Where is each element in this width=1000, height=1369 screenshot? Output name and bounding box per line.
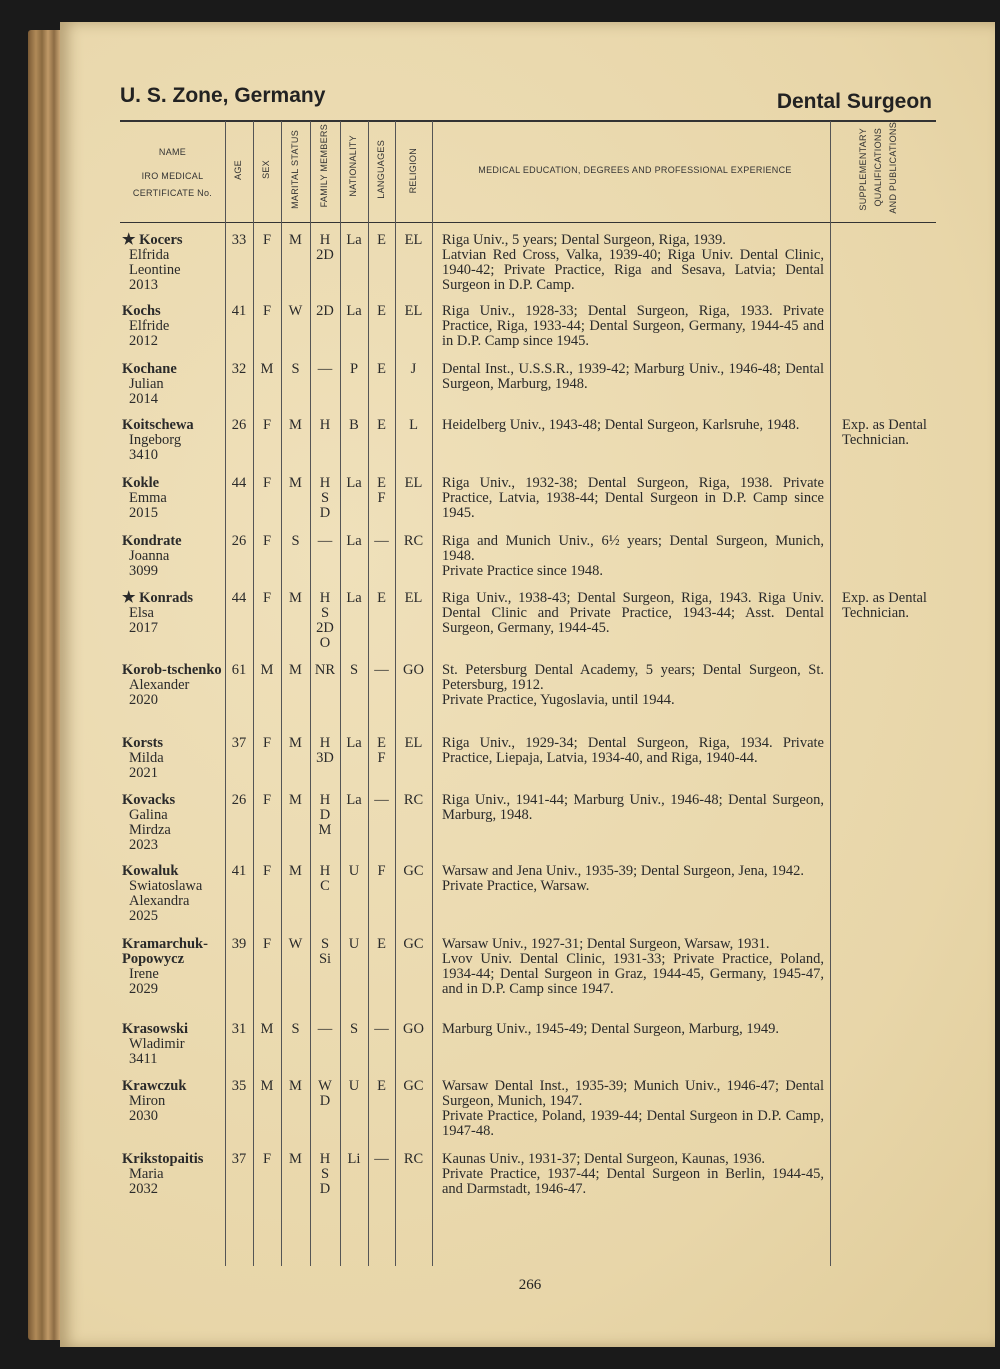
entry-languages bbox=[368, 591, 395, 606]
entry-sex: M bbox=[260, 1021, 274, 1037]
column-divider bbox=[830, 121, 831, 1266]
experience-paragraph: Riga and Munich Univ., 6½ years; Dental Surgeon, Munich, 1948. bbox=[442, 533, 824, 564]
experience-paragraph: Kaunas Univ., 1931-37; Dental Surgeon, Kaunas, 1936. bbox=[442, 1151, 765, 1167]
entry-surname bbox=[122, 864, 226, 879]
entry-sex: F bbox=[262, 232, 272, 248]
entry-age: 61 bbox=[231, 662, 247, 678]
language-code: E bbox=[377, 936, 386, 952]
running-head-left: U. S. Zone, Germany bbox=[120, 84, 326, 107]
star-icon: ★ bbox=[122, 590, 136, 606]
entry-family-members bbox=[310, 534, 340, 549]
column-divider bbox=[281, 121, 282, 1266]
entry-surname bbox=[122, 362, 226, 377]
entry-name bbox=[122, 793, 226, 853]
entry-languages bbox=[368, 1022, 395, 1037]
family-member-code: D bbox=[319, 807, 331, 823]
entry-religion: L bbox=[409, 417, 418, 433]
entry-marital-status: M bbox=[289, 475, 302, 491]
entry-surname bbox=[122, 233, 226, 248]
entry-surname-text: Kondrate bbox=[122, 533, 182, 549]
entry-nationality: S bbox=[349, 1021, 359, 1037]
entry-religion: EL bbox=[404, 303, 423, 319]
entry-age: 26 bbox=[231, 792, 247, 808]
column-divider bbox=[395, 121, 396, 1266]
entry-languages bbox=[368, 418, 395, 433]
entry-family-members bbox=[310, 1152, 340, 1197]
entry-age: 33 bbox=[231, 232, 247, 248]
entry-given-name: Irene bbox=[129, 966, 159, 982]
header-publications: AND PUBLICATIONS bbox=[888, 122, 898, 214]
entry-age: 31 bbox=[231, 1021, 247, 1037]
entry-given-name: Elfrida bbox=[129, 247, 170, 263]
entry-nationality: P bbox=[349, 361, 359, 377]
entry-languages bbox=[368, 476, 395, 506]
family-member-code: M bbox=[318, 822, 332, 838]
entry-marital-status: S bbox=[291, 533, 300, 549]
entry-given-name: Julian bbox=[129, 376, 164, 392]
family-member-code: S bbox=[320, 605, 330, 621]
entry-certificate-number: 3410 bbox=[129, 447, 158, 463]
entry-surname bbox=[122, 591, 226, 606]
entry-certificate-number: 2013 bbox=[129, 277, 158, 293]
entry-sex: F bbox=[262, 533, 272, 549]
entry-name bbox=[122, 534, 226, 579]
family-member-code: S bbox=[320, 490, 330, 506]
family-member-code: 2D bbox=[316, 303, 334, 319]
entry-surname-text: Konrads bbox=[139, 590, 194, 606]
header-languages: LANGUAGES bbox=[376, 140, 386, 199]
header-name-column bbox=[120, 140, 225, 198]
entry-languages bbox=[368, 362, 395, 377]
entry-given-name: Wladimir bbox=[129, 1036, 185, 1052]
entry-family-members bbox=[310, 362, 340, 377]
entry-given-name: Galina bbox=[129, 807, 168, 823]
entry-nationality: U bbox=[348, 1078, 360, 1094]
entry-given-name: Leontine bbox=[129, 262, 181, 278]
family-member-code: D bbox=[319, 1093, 331, 1109]
entry-age: 39 bbox=[231, 936, 247, 952]
language-code: F bbox=[377, 863, 386, 879]
entry-certificate-number: 2023 bbox=[129, 837, 158, 853]
entry-religion: GO bbox=[403, 662, 424, 678]
entry-languages bbox=[368, 1152, 395, 1167]
entry-nationality: La bbox=[346, 735, 362, 751]
entry-age: 26 bbox=[231, 417, 247, 433]
entry-surname bbox=[122, 736, 226, 751]
entry-sex: F bbox=[262, 590, 272, 606]
language-code: E bbox=[377, 303, 386, 319]
entry-surname-text: Krikstopaitis bbox=[122, 1151, 204, 1167]
entry-languages bbox=[368, 663, 395, 678]
entry-marital-status: M bbox=[289, 417, 302, 433]
header-name-line: CERTIFICATE No. bbox=[132, 188, 213, 198]
entry-medical-experience bbox=[442, 304, 824, 349]
entry-family-members bbox=[310, 304, 340, 319]
entry-given-name: Swiatoslawa bbox=[129, 878, 203, 894]
experience-paragraph: Lvov Univ. Dental Clinic, 1931-33; Private Practice, Poland, 1934-44; Dental Surgeon in Graz, 1944-45, Germany, 1945-47, and in D.P. Camp since 1947. bbox=[442, 951, 824, 997]
header-nationality: NATIONALITY bbox=[348, 135, 358, 197]
entry-religion: J bbox=[410, 361, 417, 377]
experience-paragraph: Dental Inst., U.S.S.R., 1939-42; Marburg Univ., 1946-48; Dental Surgeon, Marburg, 1948. bbox=[442, 361, 824, 392]
family-member-code: — bbox=[317, 1021, 333, 1037]
entry-marital-status: M bbox=[289, 662, 302, 678]
experience-paragraph: Riga Univ., 1929-34; Dental Surgeon, Riga, 1934. Private Practice, Liepaja, Latvia, 1934-40, and Riga, 1940-44. bbox=[442, 735, 824, 766]
entry-certificate-number: 2021 bbox=[129, 765, 158, 781]
entry-languages bbox=[368, 937, 395, 952]
entry-name bbox=[122, 362, 226, 407]
entry-marital-status: M bbox=[289, 590, 302, 606]
entry-supplementary: Exp. as Dental Technician. bbox=[842, 417, 927, 448]
entry-family-members bbox=[310, 476, 340, 521]
entry-given-name: Emma bbox=[129, 490, 167, 506]
entry-nationality: U bbox=[348, 863, 360, 879]
entry-languages bbox=[368, 736, 395, 766]
header-bottom-rule bbox=[120, 222, 936, 223]
entry-surname bbox=[122, 793, 226, 808]
entry-nationality: La bbox=[346, 303, 362, 319]
entry-nationality: U bbox=[348, 936, 360, 952]
entry-religion: GO bbox=[403, 1021, 424, 1037]
family-member-code: W bbox=[318, 1078, 332, 1094]
entry-sex: F bbox=[262, 417, 272, 433]
family-member-code: C bbox=[320, 878, 330, 894]
header-marital-status: MARITAL STATUS bbox=[290, 130, 300, 209]
family-member-code: 2D bbox=[316, 620, 334, 636]
entry-name bbox=[122, 1022, 226, 1067]
experience-paragraph: Riga Univ., 1928-33; Dental Surgeon, Riga, 1933. Private Practice, Riga, 1933-44; Dental Surgeon, Germany, 1944-45 and in D.P. Camp since 1945. bbox=[442, 303, 824, 349]
entry-age: 41 bbox=[231, 303, 247, 319]
family-member-code: Si bbox=[318, 951, 332, 967]
experience-paragraph: Heidelberg Univ., 1943-48; Dental Surgeon, Karlsruhe, 1948. bbox=[442, 417, 800, 433]
entry-religion: EL bbox=[404, 590, 423, 606]
entry-surname-text: Koitschewa bbox=[122, 417, 194, 433]
family-member-code: H bbox=[319, 1151, 331, 1167]
entry-family-members bbox=[310, 418, 340, 433]
entry-surname bbox=[122, 418, 226, 433]
experience-paragraph: Private Practice, Poland, 1939-44; Dental Surgeon in D.P. Camp, 1947-48. bbox=[442, 1108, 824, 1139]
entry-given-name: Miron bbox=[129, 1093, 166, 1109]
entry-surname bbox=[122, 1022, 226, 1037]
column-divider bbox=[253, 121, 254, 1266]
entry-family-members bbox=[310, 1079, 340, 1109]
entry-marital-status: S bbox=[291, 361, 300, 377]
entry-marital-status: W bbox=[288, 303, 303, 319]
entry-age: 32 bbox=[231, 361, 247, 377]
language-code: E bbox=[377, 361, 386, 377]
family-member-code: S bbox=[320, 1166, 330, 1182]
entry-religion: RC bbox=[403, 533, 424, 549]
header-family-members: FAMILY MEMBERS bbox=[319, 124, 329, 208]
entry-name bbox=[122, 476, 226, 521]
entry-given-name: Ingeborg bbox=[129, 432, 182, 448]
entry-name bbox=[122, 864, 226, 924]
entry-religion: EL bbox=[404, 475, 423, 491]
entry-given-name: Joanna bbox=[129, 548, 170, 564]
entry-medical-experience bbox=[442, 1079, 824, 1139]
entry-medical-experience bbox=[442, 534, 824, 579]
entry-given-name: Maria bbox=[129, 1166, 164, 1182]
header-name-line: IRO MEDICAL bbox=[141, 171, 204, 181]
entry-medical-experience bbox=[442, 864, 824, 894]
language-code: E bbox=[377, 417, 386, 433]
entry-religion: RC bbox=[403, 792, 424, 808]
entry-family-members bbox=[310, 736, 340, 766]
entry-surname bbox=[122, 937, 226, 967]
entry-languages bbox=[368, 534, 395, 549]
entry-name bbox=[122, 736, 226, 781]
entry-surname-text: Kramarchuk-Popowycz bbox=[122, 936, 208, 967]
entry-nationality: La bbox=[346, 590, 362, 606]
header-sex: SEX bbox=[261, 160, 271, 179]
entry-medical-experience bbox=[442, 476, 824, 521]
language-code: F bbox=[377, 490, 386, 506]
entry-marital-status: W bbox=[288, 936, 303, 952]
header-religion: RELIGION bbox=[408, 148, 418, 194]
entry-surname bbox=[122, 1152, 226, 1167]
column-divider bbox=[340, 121, 341, 1266]
entry-certificate-number: 2032 bbox=[129, 1181, 158, 1197]
entry-certificate-number: 2015 bbox=[129, 505, 158, 521]
family-member-code: H bbox=[319, 232, 331, 248]
entry-family-members bbox=[310, 937, 340, 967]
entry-certificate-number: 2030 bbox=[129, 1108, 158, 1124]
entry-nationality: S bbox=[349, 662, 359, 678]
entry-certificate-number: 2017 bbox=[129, 620, 158, 636]
entry-surname-text: Kochs bbox=[122, 303, 161, 319]
entry-supplementary: Exp. as Dental Technician. bbox=[842, 590, 927, 621]
entry-nationality: La bbox=[346, 792, 362, 808]
entry-marital-status: S bbox=[291, 1021, 300, 1037]
family-member-code: — bbox=[317, 533, 333, 549]
entry-name bbox=[122, 304, 226, 349]
entry-given-name: Elsa bbox=[129, 605, 154, 621]
column-divider bbox=[432, 121, 433, 1266]
entry-medical-experience bbox=[442, 937, 824, 997]
entry-given-name: Alexandra bbox=[129, 893, 190, 909]
entry-marital-status: M bbox=[289, 1151, 302, 1167]
entry-sex: F bbox=[262, 735, 272, 751]
entry-marital-status: M bbox=[289, 792, 302, 808]
family-member-code: H bbox=[319, 863, 331, 879]
header-medical-education: MEDICAL EDUCATION, DEGREES AND PROFESSIONAL EXPERIENCE bbox=[478, 165, 792, 175]
entry-name bbox=[122, 233, 226, 293]
page-number: 266 bbox=[518, 1277, 542, 1293]
experience-paragraph: Latvian Red Cross, Valka, 1939-40; Riga Univ. Dental Clinic, 1940-42; Private Practice, Riga and Sesava, Latvia; Dental Surgeon in D.P. Camp. bbox=[442, 247, 824, 293]
header-name-line: NAME bbox=[158, 147, 187, 157]
entry-marital-status: M bbox=[289, 735, 302, 751]
entry-family-members bbox=[310, 663, 340, 678]
experience-paragraph: Riga Univ., 1941-44; Marburg Univ., 1946-48; Dental Surgeon, Marburg, 1948. bbox=[442, 792, 824, 823]
language-code: — bbox=[374, 533, 389, 549]
entry-family-members bbox=[310, 793, 340, 838]
experience-paragraph: Marburg Univ., 1945-49; Dental Surgeon, Marburg, 1949. bbox=[442, 1021, 779, 1037]
entry-name bbox=[122, 591, 226, 636]
experience-paragraph: Riga Univ., 1932-38; Dental Surgeon, Riga, 1938. Private Practice, Latvia, 1938-44; Dental Surgeon in D.P. Camp since 1945. bbox=[442, 475, 824, 521]
entry-languages bbox=[368, 1079, 395, 1094]
entry-medical-experience bbox=[442, 663, 824, 708]
language-code: E bbox=[377, 1078, 386, 1094]
entry-family-members bbox=[310, 1022, 340, 1037]
entry-age: 41 bbox=[231, 863, 247, 879]
experience-paragraph: Warsaw Dental Inst., 1935-39; Munich Univ., 1946-47; Dental Surgeon, Munich, 1947. bbox=[442, 1078, 824, 1109]
language-code: E bbox=[377, 590, 386, 606]
entry-sex: F bbox=[262, 303, 272, 319]
entry-medical-experience bbox=[442, 1022, 824, 1037]
entry-certificate-number: 2020 bbox=[129, 692, 158, 708]
experience-paragraph: Private Practice, 1937-44; Dental Surgeon in Berlin, 1944-45, and Darmstadt, 1946-47. bbox=[442, 1166, 824, 1197]
entry-languages bbox=[368, 233, 395, 248]
entry-family-members bbox=[310, 233, 340, 263]
entry-age: 37 bbox=[231, 735, 247, 751]
language-code: E bbox=[377, 735, 386, 751]
experience-paragraph: Riga Univ., 1938-43; Dental Surgeon, Riga, 1943. Riga Univ. Dental Clinic and Private Practice, 1943-44; Asst. Dental Surgeon, Germany, 1944-45. bbox=[442, 590, 824, 636]
language-code: E bbox=[377, 232, 386, 248]
family-member-code: 2D bbox=[316, 247, 334, 263]
entry-name bbox=[122, 1152, 226, 1197]
language-code: E bbox=[377, 475, 386, 491]
entry-surname-text: Krasowski bbox=[122, 1021, 189, 1037]
entry-certificate-number: 2025 bbox=[129, 908, 158, 924]
language-code: — bbox=[374, 792, 389, 808]
entry-given-name: Elfride bbox=[129, 318, 170, 334]
experience-paragraph: Private Practice, Yugoslavia, until 1944. bbox=[442, 692, 675, 708]
running-head-right: Dental Surgeon bbox=[776, 90, 932, 113]
family-member-code: — bbox=[317, 361, 333, 377]
family-member-code: H bbox=[319, 475, 331, 491]
family-member-code: S bbox=[320, 936, 330, 952]
entry-medical-experience bbox=[442, 1152, 824, 1197]
entry-sex: F bbox=[262, 863, 272, 879]
entry-sex: M bbox=[260, 662, 274, 678]
entry-medical-experience bbox=[442, 591, 824, 636]
language-code: — bbox=[374, 1021, 389, 1037]
entry-sex: M bbox=[260, 361, 274, 377]
experience-paragraph: Private Practice since 1948. bbox=[442, 563, 604, 579]
family-member-code: H bbox=[319, 417, 331, 433]
entry-languages bbox=[368, 304, 395, 319]
entry-name bbox=[122, 1079, 226, 1124]
entry-surname bbox=[122, 534, 226, 549]
header-qualifications: QUALIFICATIONS bbox=[873, 128, 883, 207]
entry-religion: GC bbox=[403, 1078, 424, 1094]
entry-surname-text: Kokle bbox=[122, 475, 160, 491]
header-supplementary: SUPPLEMENTARY bbox=[858, 128, 868, 211]
experience-paragraph: Warsaw Univ., 1927-31; Dental Surgeon, Warsaw, 1931. bbox=[442, 936, 770, 952]
entry-certificate-number: 2012 bbox=[129, 333, 158, 349]
entry-religion: RC bbox=[403, 1151, 424, 1167]
entry-marital-status: M bbox=[289, 863, 302, 879]
entry-surname-text: Kovacks bbox=[122, 792, 176, 808]
entry-nationality: Li bbox=[347, 1151, 361, 1167]
entry-given-name: Mirdza bbox=[129, 822, 171, 838]
entry-sex: F bbox=[262, 1151, 272, 1167]
entry-certificate-number: 3099 bbox=[129, 563, 158, 579]
family-member-code: H bbox=[319, 735, 331, 751]
entry-family-members bbox=[310, 591, 340, 651]
star-icon: ★ bbox=[122, 232, 136, 248]
entry-religion: GC bbox=[403, 863, 424, 879]
entry-surname bbox=[122, 476, 226, 491]
entry-given-name: Alexander bbox=[129, 677, 190, 693]
language-code: — bbox=[374, 662, 389, 678]
entry-sex: M bbox=[260, 1078, 274, 1094]
language-code: — bbox=[374, 1151, 389, 1167]
entry-nationality: La bbox=[346, 533, 362, 549]
family-member-code: D bbox=[319, 1181, 331, 1197]
entry-age: 44 bbox=[231, 475, 247, 491]
language-code: F bbox=[377, 750, 386, 766]
experience-paragraph: Private Practice, Warsaw. bbox=[442, 878, 590, 894]
entry-name bbox=[122, 663, 226, 708]
entry-surname-text: Korob-tschenko bbox=[122, 662, 222, 678]
entry-languages bbox=[368, 793, 395, 808]
entry-family-members bbox=[310, 864, 340, 894]
experience-paragraph: Warsaw and Jena Univ., 1935-39; Dental Surgeon, Jena, 1942. bbox=[442, 863, 805, 879]
entry-medical-experience bbox=[442, 793, 824, 823]
entry-surname-text: Korsts bbox=[122, 735, 164, 751]
entry-age: 37 bbox=[231, 1151, 247, 1167]
family-member-code: O bbox=[319, 635, 331, 651]
family-member-code: 3D bbox=[316, 750, 334, 766]
entry-surname bbox=[122, 663, 226, 678]
entry-surname-text: Kochane bbox=[122, 361, 177, 377]
entry-certificate-number: 3411 bbox=[129, 1051, 158, 1067]
entry-surname-text: Kocers bbox=[139, 232, 183, 248]
column-divider bbox=[368, 121, 369, 1266]
entry-medical-experience bbox=[442, 362, 824, 392]
family-member-code: D bbox=[319, 505, 331, 521]
experience-paragraph: St. Petersburg Dental Academy, 5 years; Dental Surgeon, St. Petersburg, 1912. bbox=[442, 662, 824, 693]
entry-name bbox=[122, 937, 226, 997]
family-member-code: NR bbox=[314, 662, 336, 678]
entry-surname bbox=[122, 304, 226, 319]
entry-nationality: La bbox=[346, 475, 362, 491]
entry-marital-status: M bbox=[289, 232, 302, 248]
entry-age: 35 bbox=[231, 1078, 247, 1094]
entry-surname bbox=[122, 1079, 226, 1094]
entry-medical-experience bbox=[442, 233, 824, 293]
entry-certificate-number: 2014 bbox=[129, 391, 158, 407]
header-top-rule bbox=[120, 120, 936, 122]
entry-age: 44 bbox=[231, 590, 247, 606]
entry-nationality: B bbox=[349, 417, 359, 433]
entry-religion: EL bbox=[404, 735, 423, 751]
header-age: AGE bbox=[233, 160, 243, 180]
entry-sex: F bbox=[262, 475, 272, 491]
entry-nationality: La bbox=[346, 232, 362, 248]
entry-sex: F bbox=[262, 792, 272, 808]
entry-surname-text: Krawczuk bbox=[122, 1078, 187, 1094]
entry-certificate-number: 2029 bbox=[129, 981, 158, 997]
entry-marital-status: M bbox=[289, 1078, 302, 1094]
entry-age: 26 bbox=[231, 533, 247, 549]
entry-surname-text: Kowaluk bbox=[122, 863, 179, 879]
entry-medical-experience bbox=[442, 418, 824, 433]
entry-languages bbox=[368, 864, 395, 879]
entry-medical-experience bbox=[442, 736, 824, 766]
family-member-code: H bbox=[319, 792, 331, 808]
entry-religion: EL bbox=[404, 232, 423, 248]
entry-religion: GC bbox=[403, 936, 424, 952]
entry-sex: F bbox=[262, 936, 272, 952]
experience-paragraph: Riga Univ., 5 years; Dental Surgeon, Riga, 1939. bbox=[442, 232, 726, 248]
entry-name bbox=[122, 418, 226, 463]
family-member-code: H bbox=[319, 590, 331, 606]
entry-given-name: Milda bbox=[129, 750, 164, 766]
